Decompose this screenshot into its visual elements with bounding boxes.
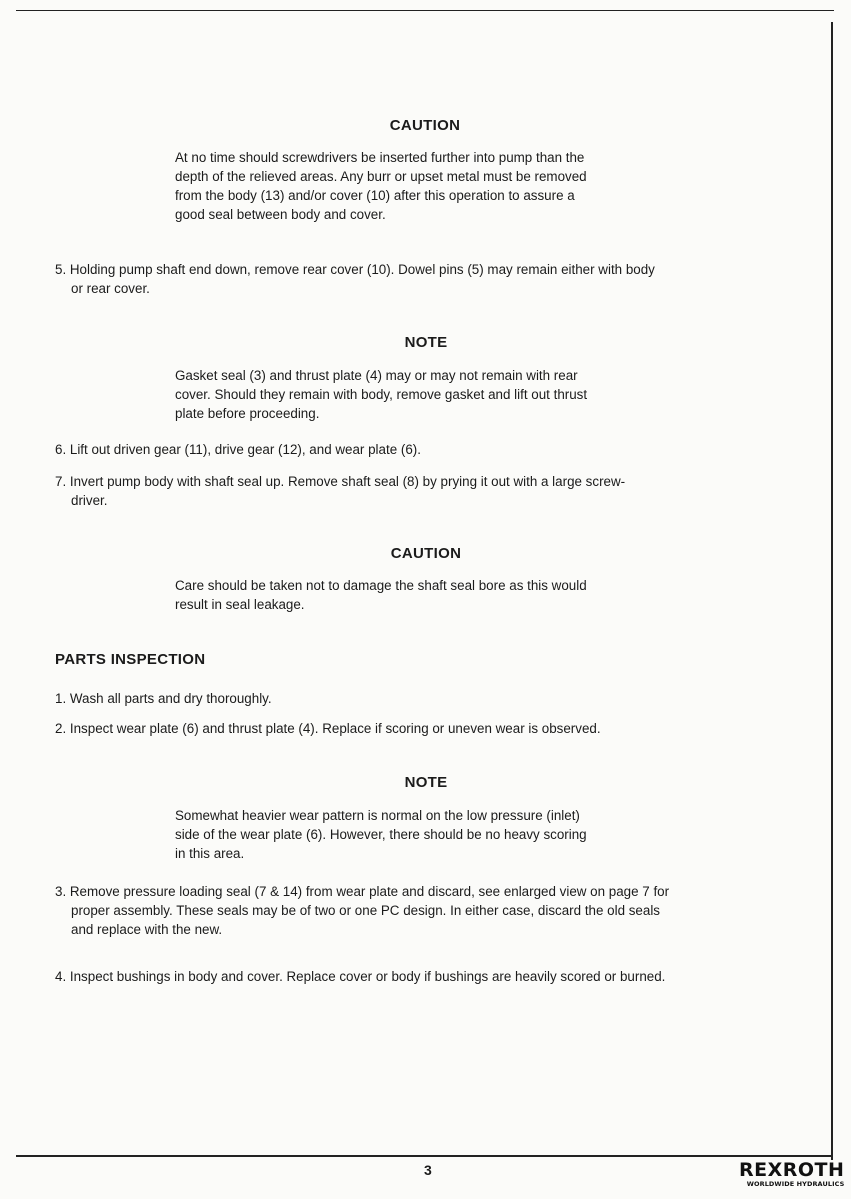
step-line: and replace with the new. xyxy=(71,922,223,937)
caution-text xyxy=(175,148,715,224)
caution-heading: CAUTION xyxy=(389,117,461,134)
step-line: proper assembly. These seals may be of two or one PC design. In either case, discard the old seals xyxy=(71,903,660,918)
step-line: 7. Invert pump body with shaft seal up. Remove shaft seal (8) by prying it out with a large screw- xyxy=(55,474,626,489)
caution-text xyxy=(175,576,715,614)
note-heading: NOTE xyxy=(404,334,448,351)
note-line: plate before proceeding. xyxy=(175,406,320,421)
step-line: 4. Inspect bushings in body and cover. Replace cover or body if bushings are heavily scored or burned. xyxy=(55,969,666,984)
caution-line: At no time should screwdrivers be inserted further into pump than the xyxy=(175,150,585,165)
step-line: driver. xyxy=(71,493,108,508)
step-line: 1. Wash all parts and dry thoroughly. xyxy=(55,691,272,706)
inspection-step-3 xyxy=(55,882,815,939)
inspection-step-1 xyxy=(55,689,815,708)
section-heading: PARTS INSPECTION xyxy=(55,651,206,668)
caution-line: result in seal leakage. xyxy=(175,597,305,612)
note-line: Somewhat heavier wear pattern is normal on the low pressure (inlet) xyxy=(175,808,580,823)
bottom-border-rule xyxy=(16,1155,832,1157)
logo-tagline: WORLDWIDE HYDRAULICS xyxy=(746,1180,845,1188)
note-line: in this area. xyxy=(175,846,245,861)
step-line: 5. Holding pump shaft end down, remove rear cover (10). Dowel pins (5) may remain either with body xyxy=(55,262,655,277)
logo-brand: REXROTH xyxy=(739,1159,845,1181)
note-text xyxy=(175,806,715,863)
step-5 xyxy=(55,260,815,298)
step-6 xyxy=(55,440,815,459)
note-text xyxy=(175,366,715,423)
inspection-step-4 xyxy=(55,967,815,986)
step-line: 3. Remove pressure loading seal (7 & 14) from wear plate and discard, see enlarged view on page 7 for xyxy=(55,884,670,899)
note-line: cover. Should they remain with body, remove gasket and lift out thrust xyxy=(175,387,588,402)
step-line: 2. Inspect wear plate (6) and thrust plate (4). Replace if scoring or uneven wear is observed. xyxy=(55,721,601,736)
step-line: or rear cover. xyxy=(71,281,150,296)
inspection-step-2 xyxy=(55,719,815,738)
step-7 xyxy=(55,472,815,510)
caution-line: Care should be taken not to damage the shaft seal bore as this would xyxy=(175,578,587,593)
step-line: 6. Lift out driven gear (11), drive gear (12), and wear plate (6). xyxy=(55,442,421,457)
caution-line: good seal between body and cover. xyxy=(175,207,386,222)
caution-line: depth of the relieved areas. Any burr or upset metal must be removed xyxy=(175,169,587,184)
note-heading: NOTE xyxy=(404,774,448,791)
note-line: Gasket seal (3) and thrust plate (4) may or may not remain with rear xyxy=(175,368,578,383)
caution-heading: CAUTION xyxy=(390,545,462,562)
top-border-rule xyxy=(16,10,834,11)
note-line: side of the wear plate (6). However, there should be no heavy scoring xyxy=(175,827,587,842)
caution-line: from the body (13) and/or cover (10) after this operation to assure a xyxy=(175,188,575,203)
page-number: 3 xyxy=(424,1162,432,1178)
right-border-rule xyxy=(831,22,833,1160)
rexroth-logo xyxy=(739,1160,844,1188)
